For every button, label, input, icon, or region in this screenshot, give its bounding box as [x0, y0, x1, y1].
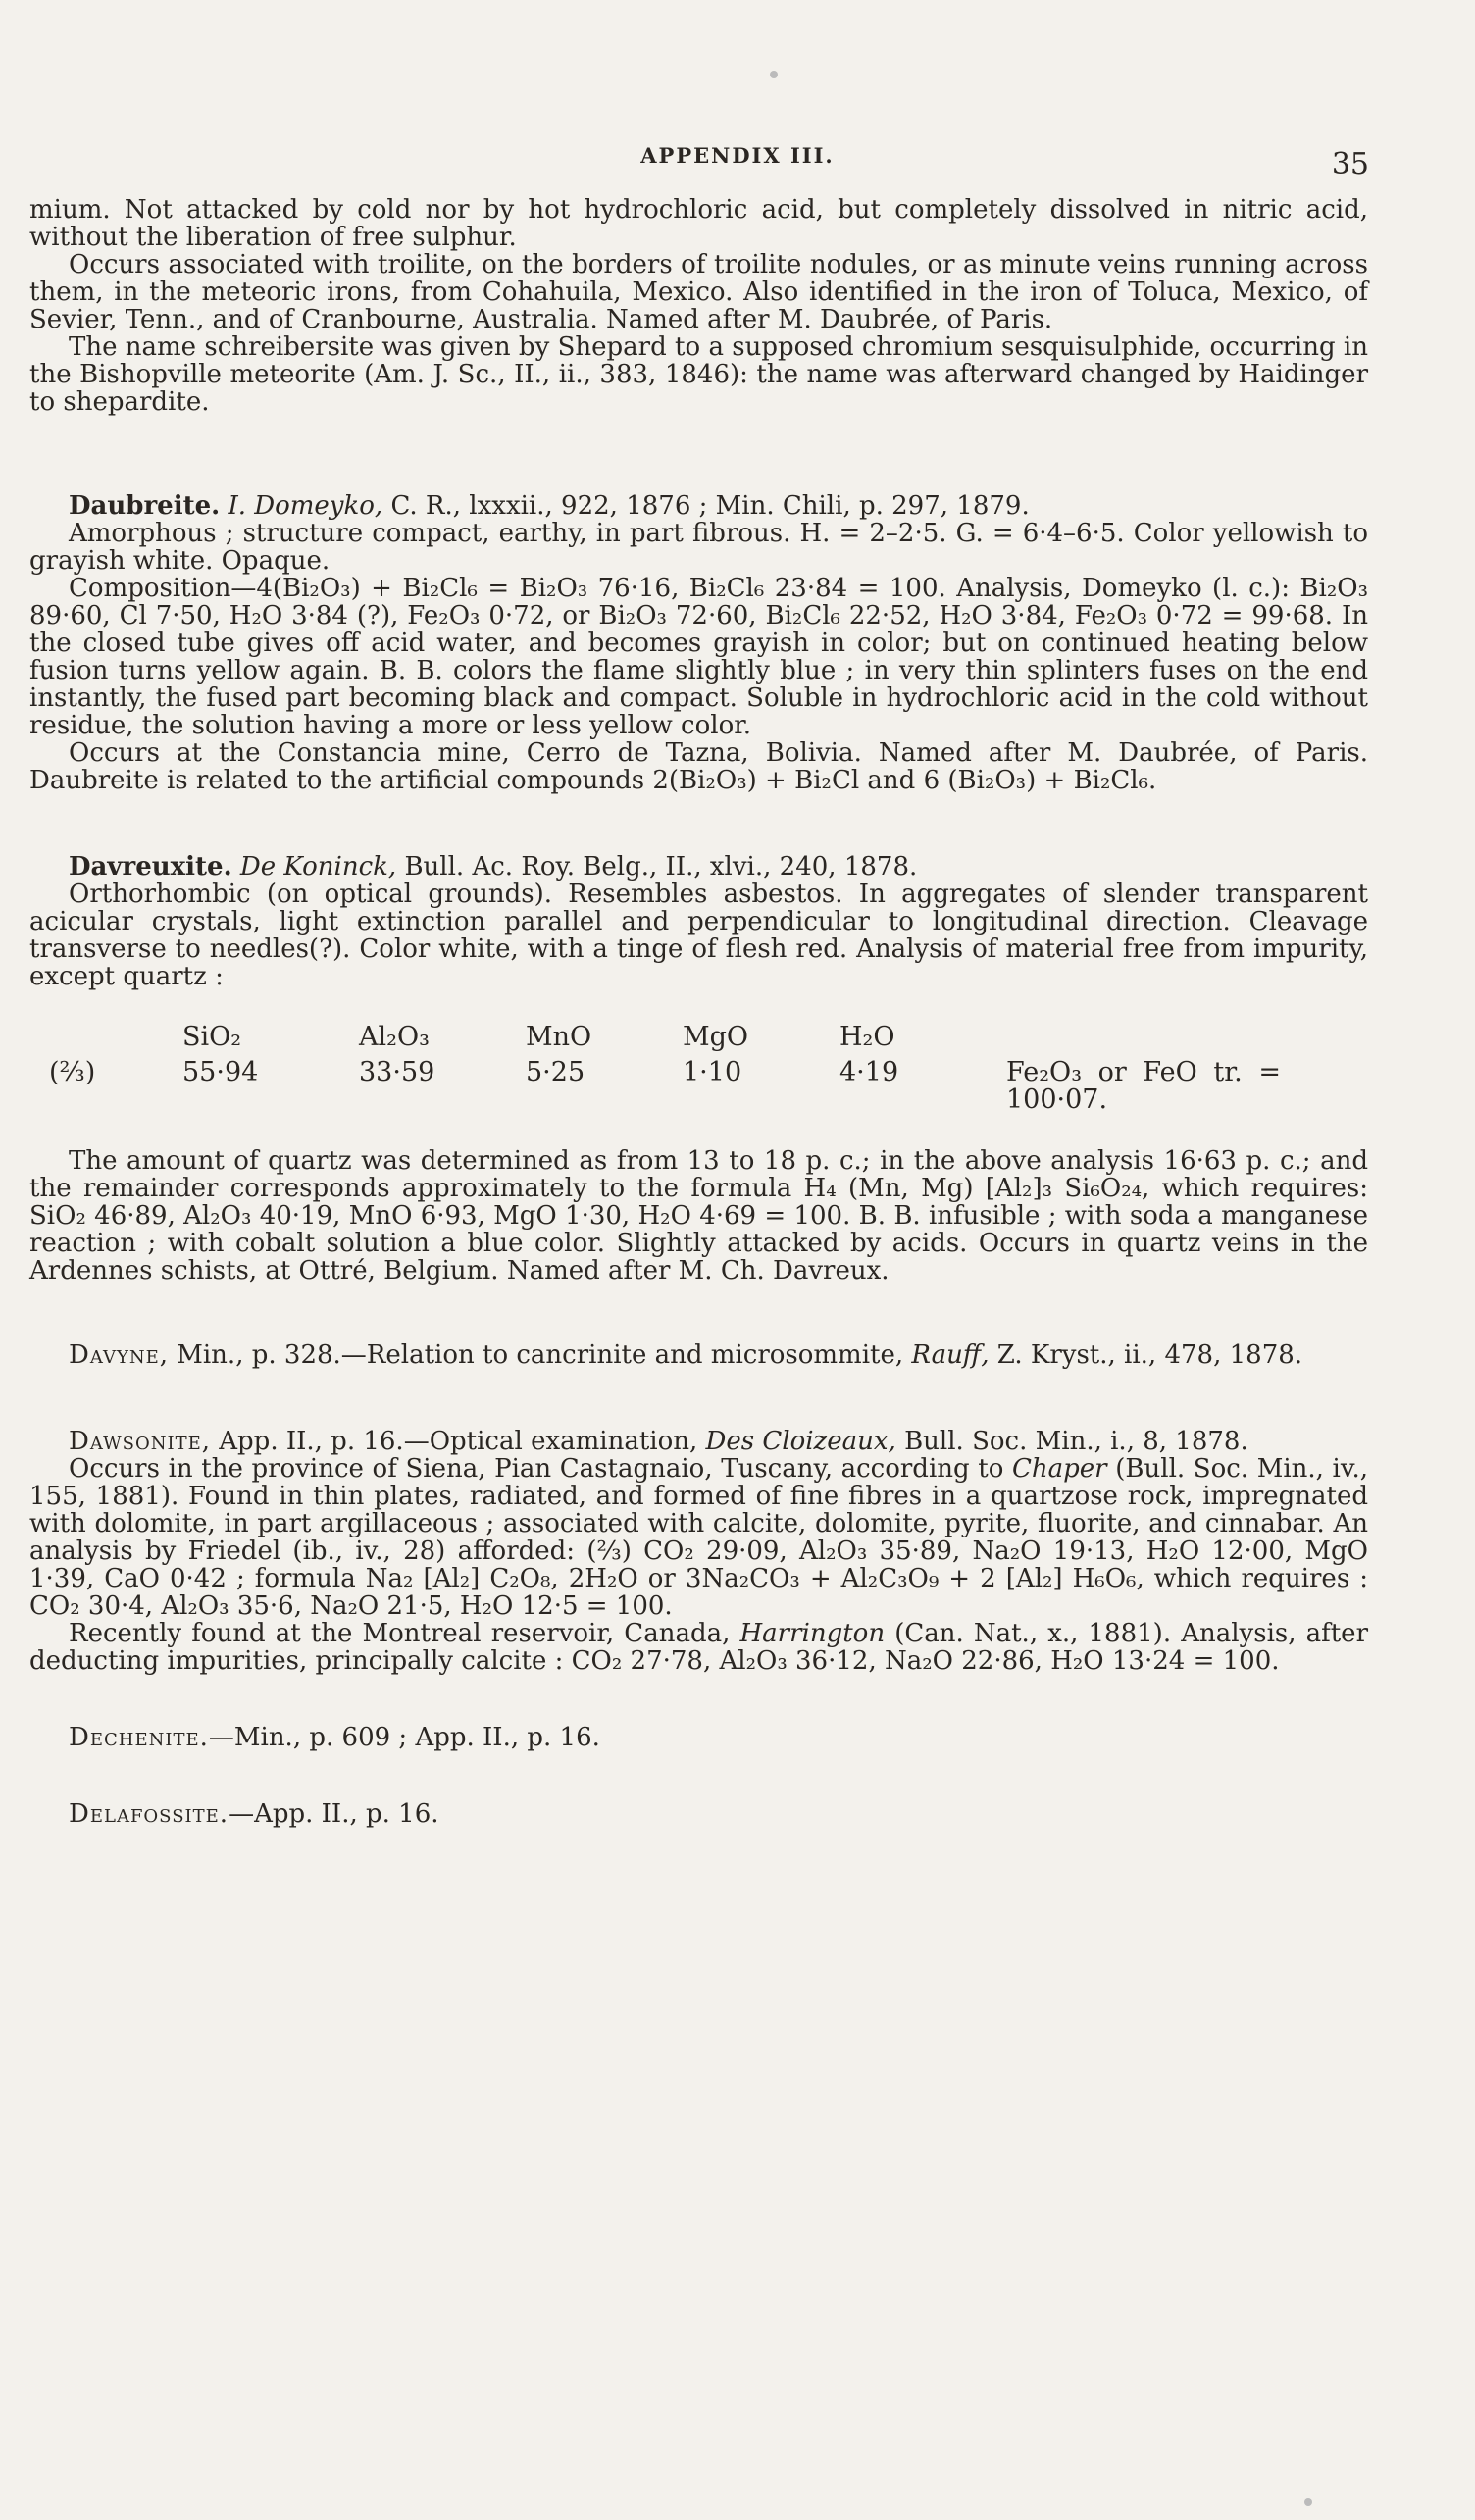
page-body: [29, 196, 1368, 1828]
mineral-name: Davreuxite.: [69, 852, 232, 882]
paragraph: Composition—4(Bi₂O₃) + Bi₂Cl₆ = Bi₂O₃ 76·16, Bi₂Cl₆ 23·84 = 100. Analysis, Domeyko (l. c.): Bi₂O₃ 89·60, Cl 7·50, H₂O 3·84 (?), Fe₂O₃ 0·72, or Bi₂O₃ 72·60, Bi₂Cl₆ 22·52, H₂O 3·84, Fe₂O₃ 0·72 = 99·68. In the closed tube gives off acid water, and becomes grayish in color; but on continued heating below fusion turns yellow again. B. B. colors the flame slightly blue ; in very thin splinters fuses on the end instantly, the fused part becoming black and compact. Soluble in hydrochloric acid in the cold without residue, the solution having a more or less yellow color.: [29, 574, 1368, 740]
analysis-value: (⅔): [49, 1057, 96, 1087]
paragraph: [29, 1620, 1368, 1675]
entry-davyne: [29, 1341, 1368, 1369]
analysis-value: Fe₂O₃ or FeO tr. = 100·07.: [1006, 1057, 1281, 1115]
entry-text: Min., p. 328.—Relation to cancrinite and microsommite,: [168, 1340, 912, 1370]
analysis-value: 1·10: [683, 1057, 742, 1087]
paragraph-text: (Bull. Soc. Min., iv., 155, 1881). Found in thin plates, radiated, and formed of fine fibres in a quartzose rock, impregnated with dolomite, in part argillaceous ; associated with calcite, dolomite, pyrite, fluorite, and cinnabar. An analysis by Friedel (ib., iv., 28) afforded: (⅔) CO₂ 29·09, Al₂O₃ 35·89, Na₂O 19·13, H₂O 12·00, MgO 1·39, CaO 0·42 ; formula Na₂ [Al₂] C₂O₈, 2H₂O or 3Na₂CO₃ + Al₂C₃O₉ + 2 [Al₂] H₆O₆, which requires : CO₂ 30·4, Al₂O₃ 35·6, Na₂O 21·5, H₂O 12·5 = 100.: [29, 1454, 1368, 1621]
speck-bottom: [1304, 2498, 1312, 2506]
author-name: De Koninck,: [239, 852, 397, 882]
paragraph-text: Recently found at the Montreal reservoir, Canada,: [69, 1619, 740, 1648]
entry-text: Z. Kryst., ii., 478, 1878.: [989, 1340, 1303, 1370]
analysis-header: MgO: [683, 1022, 749, 1052]
entry-dawsonite: [29, 1428, 1368, 1455]
mineral-name: Daubreite.: [69, 491, 221, 521]
paragraph-text: Occurs in the province of Siena, Pian Castagnaio, Tuscany, according to: [69, 1454, 1013, 1484]
author-name: Rauff,: [911, 1340, 990, 1370]
paragraph: The amount of quartz was determined as from 13 to 18 p. c.; in the above analysis 16·63 p. c.; and the remainder corresponds approximately to the formula H₄ (Mn, Mg) [Al₂]₃ Si₆O₂₄, which requires: SiO₂ 46·89, Al₂O₃ 40·19, MnO 6·93, MgO 1·30, H₂O 4·69 = 100. B. B. infusible ; with soda a manganese reaction ; with cobalt solution a blue color. Slightly attacked by acids. Occurs in quartz veins in the Ardennes schists, at Ottré, Belgium. Named after M. Ch. Davreux.: [29, 1146, 1368, 1285]
analysis-value: 33·59: [359, 1057, 435, 1087]
analysis-header: [1006, 1024, 1281, 1051]
mineral-name: Delafossite.: [69, 1799, 229, 1829]
analysis-value: 4·19: [839, 1057, 899, 1087]
author-name: Harrington: [739, 1619, 886, 1648]
speck-top: [770, 71, 778, 78]
paragraph: Orthorhombic (on optical grounds). Resembles asbestos. In aggregates of slender transparent acicular crystals, light extinction parallel and perpendicular to longitudinal direction. Cleavage transverse to needles(?). Color white, with a tinge of flesh red. Analysis of material free from impurity, except quartz :: [29, 880, 1368, 991]
paragraph: The name schreibersite was given by Shepard to a supposed chromium sesquisulphide, occurring in the Bishopville meteorite (Am. J. Sc., II., ii., 383, 1846): the name was afterward changed by Haidinger to shepardite.: [29, 332, 1368, 417]
paragraph-text: (Can. Nat., x., 1881). Analysis, after deducting impurities, principally calcite : CO₂ 27·78, Al₂O₃ 36·12, Na₂O 22·86, H₂O 13·24 = 100.: [29, 1619, 1368, 1676]
analysis-table: [49, 1024, 1368, 1114]
paragraph: Occurs associated with troilite, on the borders of troilite nodules, or as minute veins running across them, in the meteoric irons, from Cohahuila, Mexico. Also identified in the iron of Toluca, Mexico, of Sevier, Tenn., and of Cranbourne, Australia. Named after M. Daubrée, of Paris.: [29, 250, 1368, 334]
entry-text: —Min., p. 609 ; App. II., p. 16.: [208, 1723, 600, 1752]
entry-delafossite: [29, 1800, 1368, 1828]
analysis-header: Al₂O₃: [359, 1022, 430, 1052]
mineral-name: Davyne,: [69, 1340, 169, 1370]
entry-heading-daubreite: [29, 492, 1368, 520]
paragraph: [29, 1455, 1368, 1620]
paragraph: mium. Not attacked by cold nor by hot hydrochloric acid, but completely dissolved in nitric acid, without the liberation of free sulphur.: [29, 195, 1368, 252]
analysis-header: H₂O: [839, 1022, 895, 1052]
entry-dechenite: [29, 1724, 1368, 1751]
entry-text: Bull. Soc. Min., i., 8, 1878.: [895, 1427, 1248, 1456]
mineral-name: Dechenite.: [69, 1723, 209, 1752]
paragraph: Occurs at the Constancia mine, Cerro de Tazna, Bolivia. Named after M. Daubrée, of Paris. Daubreite is related to the artificial compounds 2(Bi₂O₃) + Bi₂Cl and 6 (Bi₂O₃) + Bi₂Cl₆.: [29, 738, 1368, 795]
paragraph: Amorphous ; structure compact, earthy, in part fibrous. H. = 2–2·5. G. = 6·4–6·5. Color yellowish to grayish white. Opaque.: [29, 519, 1368, 576]
entry-heading-davreuxite: [29, 853, 1368, 881]
author-name: I. Domeyko,: [228, 491, 383, 521]
author-name: Chaper: [1012, 1454, 1107, 1484]
analysis-header: MnO: [526, 1022, 592, 1052]
analysis-value: 5·25: [526, 1057, 585, 1087]
analysis-header: SiO₂: [182, 1022, 242, 1052]
analysis-value: 55·94: [182, 1057, 259, 1087]
entry-text: —App. II., p. 16.: [229, 1799, 439, 1829]
running-head: APPENDIX III.: [640, 143, 835, 168]
mineral-name: Dawsonite,: [69, 1427, 211, 1456]
reference: C. R., lxxxii., 922, 1876 ; Min. Chili, p. 297, 1879.: [390, 491, 1030, 521]
page-number: 35: [1331, 147, 1369, 181]
analysis-header: [49, 1024, 182, 1051]
page-header: [0, 133, 1475, 182]
entry-text: App. II., p. 16.—Optical examination,: [210, 1427, 706, 1456]
reference: Bull. Ac. Roy. Belg., II., xlvi., 240, 1878.: [404, 852, 918, 882]
author-name: Des Cloizeaux,: [705, 1427, 896, 1456]
